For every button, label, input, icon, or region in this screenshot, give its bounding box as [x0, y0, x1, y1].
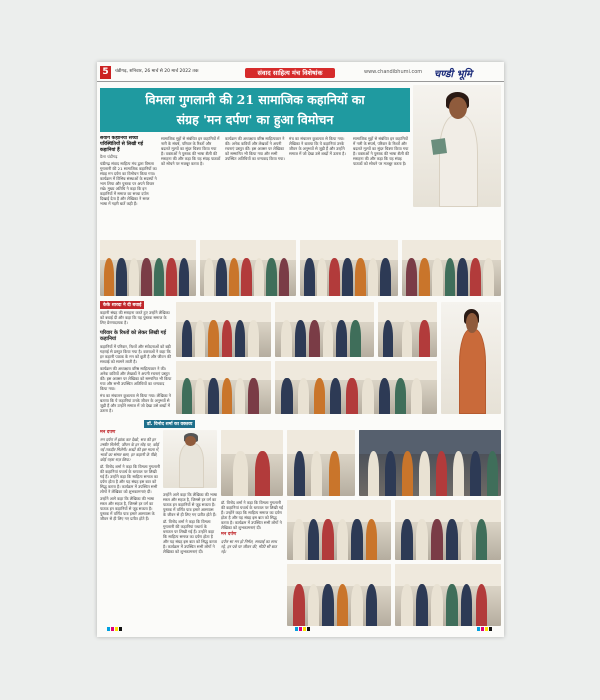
main-headline	[100, 88, 410, 132]
lead-column-3-text: कार्यक्रम की अध्यक्षता वरिष्ठ साहित्यकार ने की। अनेक कवियों और लेखकों ने अपनी रचनाएं प्रस्तुत कीं। इस अवसर पर लेखिका को सम्मानित भी किया गया और सभी उपस्थित अतिथियों का धन्यवाद किया गया।	[225, 136, 285, 161]
event-photo-15	[287, 564, 391, 626]
second-story-body: डॉ. विनोद शर्मा ने कहा कि विमला गुगलानी की कहानियां यथार्थ के धरातल पर लिखी गई हैं। उन्होंने कहा कि साहित्य समाज का दर्पण होता है और यह संग्रह इस बात को सिद्ध करता है। कार्यक्रम में उपस्थित सभी लोगों ने लेखिका को शुभकामनाएं दीं।	[100, 464, 160, 494]
section-title: संवाद साहित्य मंच विशेषांक	[245, 68, 335, 78]
poem-title: मन दर्पण	[100, 430, 116, 435]
headline-line-1: विमला गुगलानी की 21 सामाजिक कहानियों का	[145, 92, 365, 107]
page-number: 5	[100, 66, 111, 79]
lead-story-column-3	[225, 136, 285, 232]
second-story-poem	[100, 430, 160, 626]
lead-column-2-text: सामाजिक मुद्दों से संबंधित इन कहानियों में नारी के संघर्ष, परिवार के रिश्तों और बदलते मूल्यों का सुंदर चित्रण किया गया है। वक्ताओं ने पुस्तक की भाषा शैली की सराहना की और कहा कि यह संग्रह पाठकों को सोचने पर मजबूर करता है।	[161, 136, 221, 166]
lead-story-column-1	[100, 136, 157, 232]
box2-body-text-3: मंच का संचालन कुशलता से किया गया। लेखिका ने बताया कि ये कहानियां उनके जीवन के अनुभवों से जुड़ी हैं और उन्होंने समाज में जो देखा उसे शब्दों में उतारा है।	[100, 393, 171, 413]
event-photo-6	[275, 302, 374, 357]
author-portrait-photo	[413, 85, 501, 207]
second-story-body-2: उन्होंने आगे कहा कि लेखिका की भाषा सरल और सहज है, जिससे हर वर्ग का पाठक इन कहानियों से जुड़ सकता है। पुस्तक में वर्णित पात्र हमारे आसपास के जीवन से ही लिए गए प्रतीत होते हैं।	[100, 496, 155, 521]
event-photo-12	[359, 430, 501, 496]
print-color-bar-center	[295, 627, 310, 631]
event-photo-4	[402, 240, 501, 296]
speaker-photo	[441, 302, 501, 414]
speaker-portrait-photo	[163, 430, 217, 488]
poem2-text: दर्पण सा मन हो निर्मल, सच्चाई का साथ रहे, हर पन्ने पर जीवन की, मीठी सी बात रहे।	[221, 539, 277, 554]
poem2-title: मन दर्पण	[221, 532, 237, 537]
box2-title: परिवार के रिश्तों को लेकर लिखी गई कहानियां	[100, 330, 166, 342]
newspaper-page	[97, 62, 504, 637]
author-figure	[439, 115, 478, 207]
second-story-col3-text: डॉ. विनोद शर्मा ने कहा कि विमला गुगलानी की कहानियां यथार्थ के धरातल पर लिखी गई हैं। उन्होंने कहा कि साहित्य समाज का दर्पण होता है और यह संग्रह इस बात को सिद्ध करता है। कार्यक्रम में उपस्थित सभी लोगों ने लेखिका को शुभकामनाएं दीं।	[221, 500, 283, 530]
lead-column-5-text: सामाजिक मुद्दों से संबंधित इन कहानियों में नारी के संघर्ष, परिवार के रिश्तों और बदलते मूल्यों का सुंदर चित्रण किया गया है। वक्ताओं ने पुस्तक की भाषा शैली की सराहना की और कहा कि यह संग्रह पाठकों को सोचने पर मजबूर करता है।	[353, 136, 410, 166]
event-photo-11	[287, 430, 355, 496]
lead-story-column-4	[289, 136, 349, 232]
event-photo-3	[300, 240, 398, 296]
masthead	[97, 66, 504, 80]
brand-logo: चण्डी भूमि	[434, 69, 473, 80]
second-story-column-3	[221, 500, 283, 626]
event-photo-10	[221, 430, 283, 496]
book-held	[431, 138, 447, 154]
poem-text: मन दर्पण में झांक कर देखो, सच की हर तस्वीर मिलेगी, जीवन के हर मोड़ पर, कोई नई तकदीर मिलेगी। शब्दों की इस माला में, भावों का संसार बसा, हर कहानी के पीछे, कोई गहरा राज़ छिपा।	[100, 437, 160, 462]
event-photo-1	[100, 240, 196, 296]
lead-body: चंडीगढ़ संवाद साहित्य मंच द्वारा विमला गुगलानी की 21 सामाजिक कहानियों का संग्रह मन दर्पण का विमोचन किया गया। कार्यक्रम में विभिन्न संस्थाओं के सदस्यों ने भाग लिया और पुस्तक पर अपने विचार रखे। मुख्य अतिथि ने कहा कि इन कहानियों में समाज का सच्चा दर्पण दिखाई देता है और लेखिका ने सरल भाषा में गहरी बातें कही हैं।	[100, 161, 157, 206]
headline-line-2: संग्रह 'मन दर्पण' का हुआ विमोचन	[176, 112, 334, 127]
print-color-bar-right	[477, 627, 492, 631]
event-photo-13	[287, 500, 391, 560]
masthead-divider	[97, 81, 504, 82]
lead-story-column-2	[161, 136, 221, 232]
event-photo-5	[176, 302, 271, 357]
event-photo-7	[378, 302, 437, 357]
lead-column-4-text: मंच का संचालन कुशलता से किया गया। लेखिका ने बताया कि ये कहानियां उनके जीवन के अनुभवों से जुड़ी हैं और उन्होंने समाज में जो देखा उसे शब्दों में उतारा है।	[289, 136, 346, 156]
event-photo-16	[395, 564, 501, 626]
box2-body-text: कहानियों में परिवार, रिश्तों और संवेदनाओं को बड़ी गहराई से प्रस्तुत किया गया है। वक्ताओं ने कहा कि हर कहानी पाठक के मन को छूती है और जीवन की सच्चाई को सामने लाती है।	[100, 344, 171, 364]
second-story-col2-text: उन्होंने आगे कहा कि लेखिका की भाषा सरल और सहज है, जिससे हर वर्ग का पाठक इन कहानियों से जुड़ सकता है। पुस्तक में वर्णित पात्र हमारे आसपास के जीवन से ही लिए गए प्रतीत होते हैं।	[163, 492, 217, 517]
box1-title: केके शारदा ने दी बधाई	[100, 301, 144, 309]
website-url: www.chandibhumi.com	[364, 69, 423, 75]
print-color-bar-left	[107, 627, 122, 631]
second-story-column-2	[163, 492, 217, 626]
box2-body-text-2: कार्यक्रम की अध्यक्षता वरिष्ठ साहित्यकार ने की। अनेक कवियों और लेखकों ने अपनी रचनाएं प्रस्तुत कीं। इस अवसर पर लेखिका को सम्मानित भी किया गया और सभी उपस्थित अतिथियों का धन्यवाद किया गया।	[100, 366, 172, 391]
second-story-title: डॉ. विनोद शर्मा का वक्तव्य	[144, 420, 195, 428]
lead-byline: डैला चंडीगढ़	[100, 154, 118, 159]
second-story-col2-text-2: डॉ. विनोद शर्मा ने कहा कि विमला गुगलानी की कहानियां यथार्थ के धरातल पर लिखी गई हैं। उन्होंने कहा कि साहित्य समाज का दर्पण होता है और यह संग्रह इस बात को सिद्ध करता है। कार्यक्रम में उपस्थित सभी लोगों ने लेखिका को शुभकामनाएं दीं।	[163, 519, 217, 554]
lead-story-column-5	[353, 136, 410, 232]
date-line: चंडीगढ़, शनिवार, 26 मार्च से 20 मार्च 2022 तक	[115, 69, 199, 74]
lead-subhead: संयोग कहानियां सच्ची परिस्थितियों से लिखी गई कहानियां हैं	[100, 136, 143, 153]
box1-body	[100, 310, 172, 328]
event-photo-9	[275, 361, 437, 414]
event-photo-14	[395, 500, 501, 560]
event-photo-2	[200, 240, 296, 296]
author-face	[449, 97, 467, 119]
box1-body-text: कहानी संग्रह की सराहना करते हुए उन्होंने लेखिका को बधाई दी और कहा कि यह पुस्तक समाज के लिए प्रेरणादायक है।	[100, 310, 170, 325]
event-photo-8	[176, 361, 271, 414]
